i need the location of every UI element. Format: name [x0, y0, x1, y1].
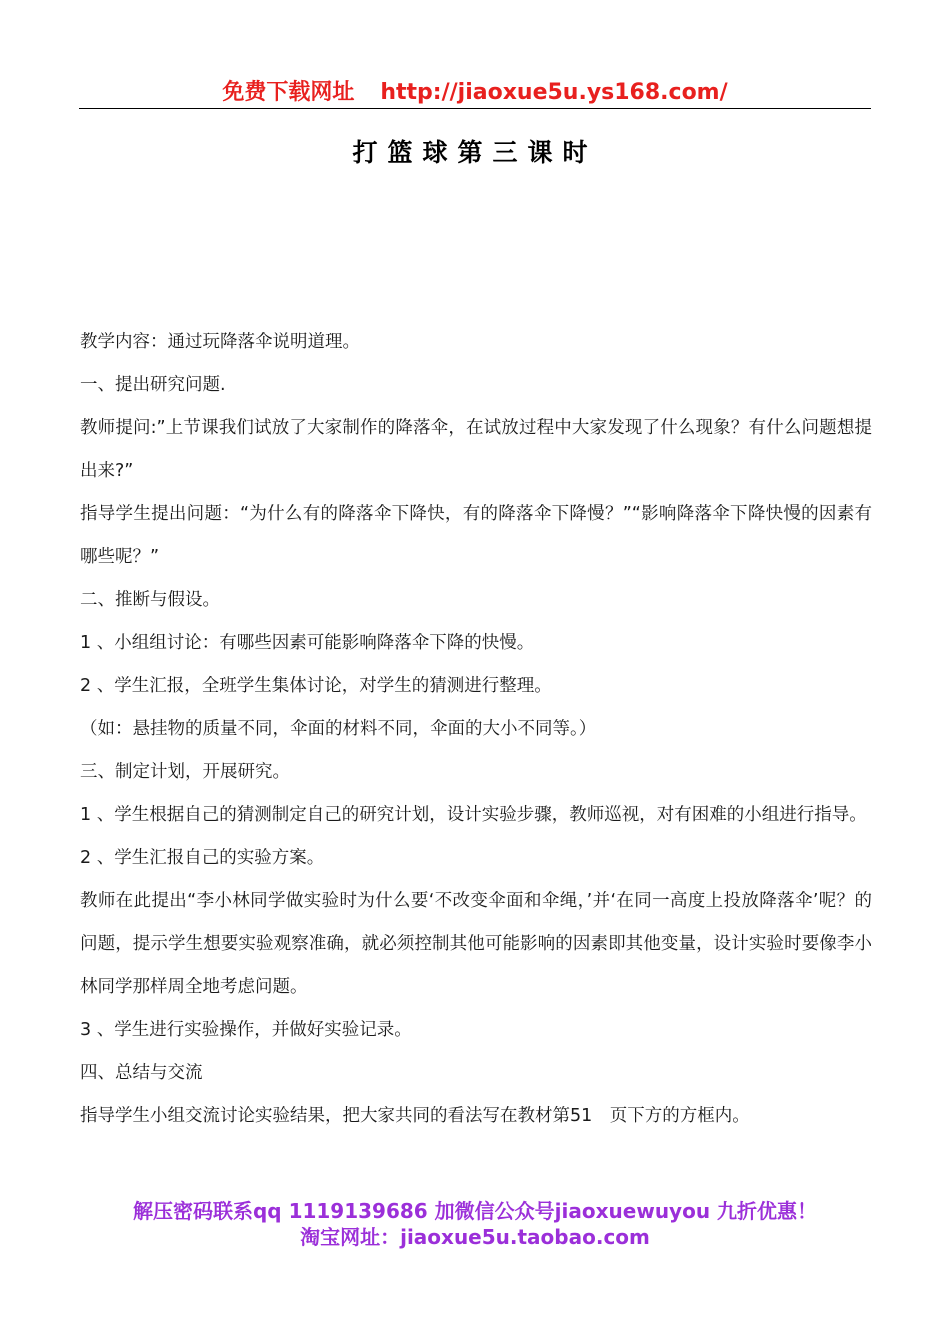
lesson-body	[80, 321, 872, 1138]
paragraph-section-1-heading: 一、提出研究问题.	[80, 375, 226, 395]
paragraph-teacher-note: 教师在此提出“李小林同学做实验时为什么要‘不改变伞面和伞绳，’并‘在同一高度上投放降落伞’呢？的问题，提示学生想要实验观察准确，就必须控制其他可能影响的因素即其他变量，设计实验时要像李小林同学那样周全地考虑问题。	[80, 891, 872, 997]
page-title: 打篮球第三课时	[352, 138, 598, 167]
paragraph-step-3-1: 1 、学生根据自己的猜测制定自己的研究计划，设计实验步骤，教师巡视，对有困难的小组进行指导。	[80, 805, 867, 825]
paragraph-teacher-question: 教师提问:”上节课我们试放了大家制作的降落伞，在试放过程中大家发现了什么现象？有什么问题想提出来?”	[80, 418, 872, 481]
paragraph-teaching-content: 教学内容：通过玩降落伞说明道理。	[80, 332, 360, 352]
paragraph-step-3-2: 2 、学生汇报自己的实验方案。	[80, 848, 325, 868]
paragraph-step-2-2: 2 、学生汇报，全班学生集体讨论，对学生的猜测进行整理。	[80, 676, 552, 696]
paragraph-section-4-heading: 四、总结与交流	[80, 1063, 203, 1083]
paragraph-guide-questions: 指导学生提出问题：“为什么有的降落伞下降快，有的降落伞下降慢？”“影响降落伞下降快慢的因素有哪些呢？”	[80, 504, 872, 567]
download-header	[79, 78, 871, 108]
footer-shop-link[interactable]: 淘宝网址：jiaoxue5u.taobao.com	[300, 1225, 650, 1249]
paragraph-example: （如：悬挂物的质量不同，伞面的材料不同，伞面的大小不同等。）	[80, 719, 597, 739]
paragraph-section-3-heading: 三、制定计划，开展研究。	[80, 762, 290, 782]
paragraph-step-3-3: 3 、学生进行实验操作，并做好实验记录。	[80, 1020, 412, 1040]
paragraph-section-2-heading: 二、推断与假设。	[80, 590, 220, 610]
footer-contact: 解压密码联系qq 1119139686 加微信公众号jiaoxuewuyou 九折优惠！	[132, 1199, 818, 1223]
paragraph-summary: 指导学生小组交流讨论实验结果，把大家共同的看法写在教材第51 页下方的方框内。	[80, 1106, 750, 1126]
paragraph-step-2-1: 1 、小组组讨论：有哪些因素可能影响降落伞下降的快慢。	[80, 633, 535, 653]
download-label: 免费下载网址	[222, 80, 355, 105]
header-divider	[79, 108, 871, 109]
download-url-link[interactable]: http://jiaoxue5u.ys168.com/	[380, 80, 728, 105]
